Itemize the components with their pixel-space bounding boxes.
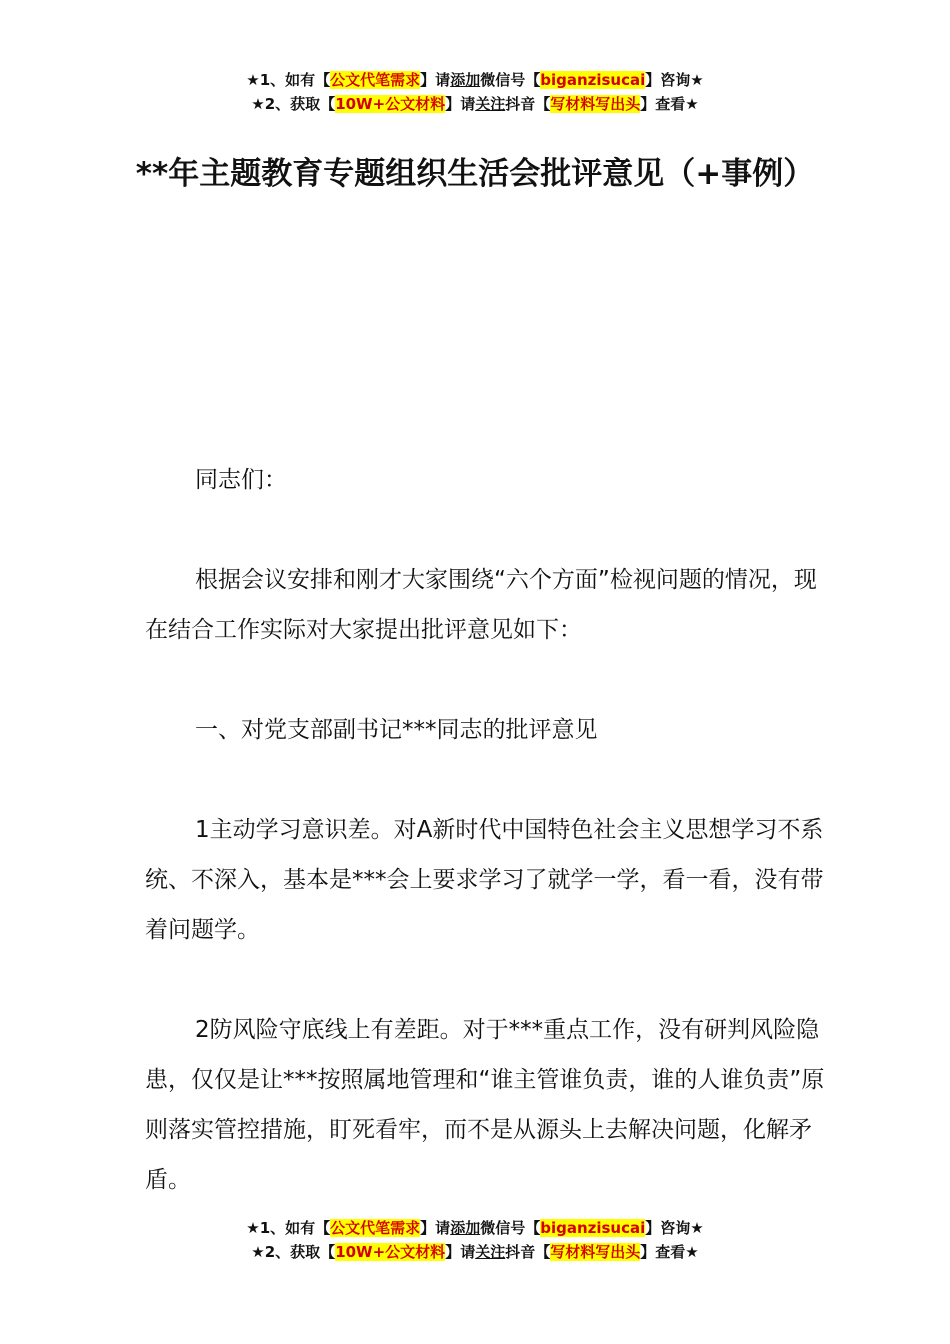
banner-line-2: ★2、获取【10W+公文材料】请关注抖音【写材料写出头】查看★ xyxy=(251,95,699,113)
section-heading: 一、对党支部副书记***同志的批评意见 xyxy=(195,717,598,743)
banner-highlight: biganzisucai xyxy=(540,1219,646,1237)
header-banner xyxy=(0,68,950,116)
paragraph: 2防风险守底线上有差距。对于***重点工作，没有研判风险隐患，仅仅是让***按照属地管理和“谁主管谁负责，谁的人谁负责”原则落实管控措施，盯死看牢，而不是从源头上去解决问题，化解矛盾。 xyxy=(145,1017,825,1193)
banner-highlight: 公文代笔需求 xyxy=(330,1219,421,1237)
banner-highlight: 10W+公文材料 xyxy=(335,1243,446,1261)
banner-line-1: ★1、如有【公文代笔需求】请添加微信号【biganzisucai】咨询★ xyxy=(246,1219,704,1237)
footer-banner xyxy=(0,1216,950,1264)
banner-highlight: 公文代笔需求 xyxy=(330,71,421,89)
banner-highlight: biganzisucai xyxy=(540,71,646,89)
document-body xyxy=(145,455,835,1255)
paragraph: 1主动学习意识差。对A新时代中国特色社会主义思想学习不系统、不深入，基本是***会上要求学习了就学一学，看一看，没有带着问题学。 xyxy=(145,817,824,943)
salutation: 同志们： xyxy=(195,467,287,493)
banner-highlight: 写材料写出头 xyxy=(550,95,641,113)
paragraph: 根据会议安排和刚才大家围绕“六个方面”检视问题的情况，现在结合工作实际对大家提出批评意见如下： xyxy=(145,567,817,643)
document-title: **年主题教育专题组织生活会批评意见（+事例） xyxy=(135,156,815,192)
banner-highlight: 写材料写出头 xyxy=(550,1243,641,1261)
banner-line-2: ★2、获取【10W+公文材料】请关注抖音【写材料写出头】查看★ xyxy=(251,1243,699,1261)
banner-highlight: 10W+公文材料 xyxy=(335,95,446,113)
banner-line-1: ★1、如有【公文代笔需求】请添加微信号【biganzisucai】咨询★ xyxy=(246,71,704,89)
